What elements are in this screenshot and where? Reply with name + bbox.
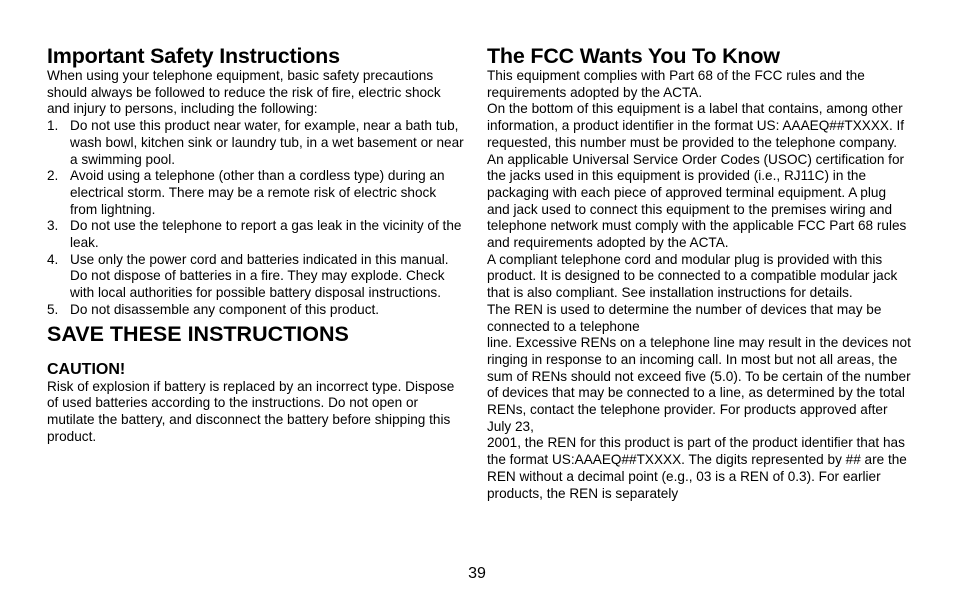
list-item-text: Avoid using a telephone (other than a cordless type) during an electrical storm. There may be a remote risk of electric shock from lightning. xyxy=(70,168,445,217)
caution-heading: CAUTION! xyxy=(47,360,126,378)
list-item-number: 4. xyxy=(47,251,59,267)
fcc-paragraph: An applicable Universal Service Order Codes (USOC) certification for the jacks used in this equipment is provided (i.e., RJ11C) in the packaging with each piece of approved terminal equipment. A plug and jack used to connect this equipment to the premises wiring and telephone network must comply with the applicable FCC Part 68 rules and requirements adopted by the ACTA. xyxy=(487,151,907,251)
list-item-number: 2. xyxy=(47,168,59,184)
list-item-text: Use only the power cord and batteries indicated in this manual. Do not dispose of batteries in a fire. They may explode. Check with local authorities for possible battery disposal instructions. xyxy=(70,251,449,301)
caution-text: Risk of explosion if battery is replaced by an incorrect type. Dispose of used batteries according to the instructions. Do not open or mutilate the battery, and disconnect the battery before shipping this product. xyxy=(47,378,455,444)
list-item xyxy=(47,118,467,168)
list-item-number: 1. xyxy=(47,118,59,134)
fcc-paragraph: 2001, the REN for this product is part of the product identifier that has the format US:AAAEQ##TXXXX. The digits represented by ## are the REN without a decimal point (e.g., 03 is a REN of 0.3). For earlier products, the REN is separately xyxy=(487,435,907,501)
safety-title: Important Safety Instructions xyxy=(47,44,340,68)
fcc-paragraph: This equipment complies with Part 68 of the FCC rules and the requirements adopted by the ACTA. xyxy=(487,68,865,100)
safety-column xyxy=(47,44,467,445)
save-instructions-heading: SAVE THESE INSTRUCTIONS xyxy=(47,321,349,346)
list-item xyxy=(47,252,467,302)
list-item xyxy=(47,218,467,251)
fcc-paragraph: A compliant telephone cord and modular plug is provided with this product. It is designed to be connected to a compatible modular jack that is also compliant. See installation instructions for details. xyxy=(487,251,898,301)
safety-list xyxy=(47,118,467,318)
fcc-title: The FCC Wants You To Know xyxy=(487,44,780,68)
fcc-body xyxy=(487,68,911,502)
list-item xyxy=(47,168,467,218)
list-item-text: Do not use this product near water, for example, near a bath tub, wash bowl, kitchen sink or laundry tub, in a wet basement or near a swimming pool. xyxy=(70,118,464,167)
list-item-text: Do not use the telephone to report a gas leak in the vicinity of the leak. xyxy=(70,218,462,251)
fcc-paragraph: On the bottom of this equipment is a label that contains, among other information, a product identifier in the format US: AAAEQ##TXXXX. If requested, this number must be provided to the telephone company. xyxy=(487,101,905,150)
safety-intro: When using your telephone equipment, basic safety precautions should always be followed to reduce the risk of fire, electric shock and injury to persons, including the following: xyxy=(47,68,441,117)
fcc-paragraph: line. Excessive RENs on a telephone line may result in the devices not ringing in response to an incoming call. In most but not all areas, the sum of RENs should not exceed five (5.0). To be certain of the number of devices that may be connected to a line, as determined by the total RENs, contact the telephone provider. For products approved after July 23, xyxy=(487,335,911,434)
safety-body xyxy=(47,68,467,319)
fcc-paragraph: The REN is used to determine the number of devices that may be connected to a telephone xyxy=(487,301,882,334)
page-number: 39 xyxy=(468,565,486,582)
list-item-text: Do not disassemble any component of this product. xyxy=(70,301,380,317)
fcc-column xyxy=(487,44,911,502)
list-item xyxy=(47,302,467,319)
list-item-number: 3. xyxy=(47,218,59,234)
list-item-number: 5. xyxy=(47,301,59,317)
